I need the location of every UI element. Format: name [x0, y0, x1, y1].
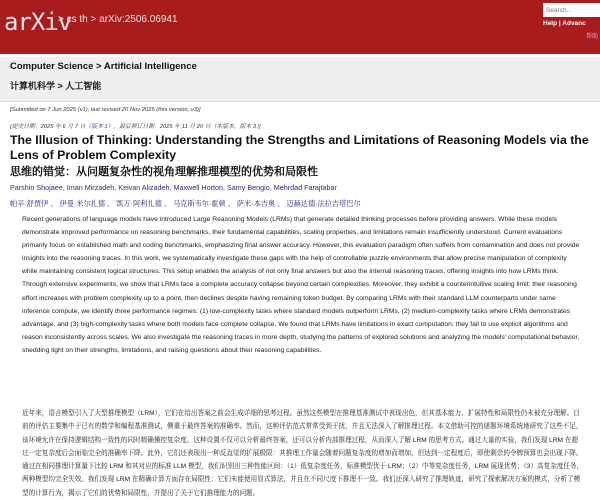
author-link[interactable]: Maxwell Horton — [173, 183, 223, 192]
author-list-zh — [10, 199, 361, 209]
category-breadcrumb-zh: 计算机科学 > 人工智能 — [10, 81, 102, 91]
author-separator: 、 — [225, 199, 237, 208]
arxiv-logo[interactable]: arXiv — [4, 8, 72, 36]
author-separator: , — [62, 183, 67, 192]
author-separator: 、 — [48, 199, 60, 208]
author-link[interactable]: Iman Mirzadeh — [66, 183, 115, 192]
author-link[interactable]: 伊曼·米尔扎德 — [59, 199, 106, 208]
author-separator: , — [114, 183, 119, 192]
author-link[interactable]: Keivan Alizadeh — [118, 183, 170, 192]
author-separator: 、 — [105, 199, 117, 208]
search-input[interactable] — [543, 3, 600, 17]
version-1-link[interactable]: 版本 1 — [91, 124, 108, 130]
abstract-zh: 近年来，语言模型引入了大型推理模型（LRM），它们在给出答案之前会生成详细的思考过程。虽然这些模型在推理基准测试中表现出色，但其基本能力、扩展特性和局限性仍未被充分理解。目前的评估主要集中于已有的数学和编程基准测试，侧重于最终答案的准确率。然而，这种评估范式常常受到干扰，并且无法深入了解推理过程。本文借助可控的谜题环境系统地研究了这些不足，该环境允许在保持逻辑结构一致性的同时精确操控复杂度。这种设置不仅可以分析最终答案，还可以分析内部推理过程，从而深入了解 LRM 的思考方式。通过大量的实验，我们发现 LRM 在超过一定复杂度后会面临完全的准确率下降。此外，它们还表现出一种反直觉的扩展极限：其推理工作量会随着问题复杂度的增加而增加，但达到一定程度后，即使剩余的令牌预算也会出现下降。通过在相同推理计算量下比较 LRM 和其对应的标准 LLM 模型，我们识别出三种性能区间：（1）低复杂度任务，标准模型优于 LRM；（2）中等复杂度任务，LRM 展现优势；（3）高复杂度任务，两种模型均完全失效。我们发现 LRM 在精确计算方面存在局限性：它们未能使用显式算法，并且在不同尺度下推理不一致。我们还深入研究了推理轨迹，研究了探索解决方案的模式，分析了模型的计算行为，揭示了它们的优势和局限性，并提出了关于它们推理能力的问题。 — [22, 410, 584, 497]
paper-title: The Illusion of Thinking: Understanding the Strengths and Limitations of Reasoning Models via the Lens of Problem Complexity — [10, 133, 589, 162]
author-link[interactable]: Mehrdad Farajtabar — [273, 183, 337, 192]
author-link[interactable]: 迈赫达德·法拉吉塔巴尔 — [286, 199, 361, 208]
author-link[interactable]: 萨米·本吉奥 — [236, 199, 276, 208]
author-link[interactable]: 马克斯韦尔·霍顿 — [172, 199, 226, 208]
author-separator: , — [269, 183, 274, 192]
header-breadcrumb[interactable]: > cs th > arXiv:2506.06941 — [58, 14, 178, 25]
paper-title-zh: 思维的错觉：从问题复杂性的视角理解推理模型的优势和局限性 — [10, 166, 318, 178]
site-header — [0, 0, 600, 54]
abstract: Recent generations of language models have introduced Large Reasoning Models (LRMs) that generate detailed thinking processes before providing answers. While these models demonstrate improved performance on reasoning benchmarks, their fundamental capabilities, scaling properties, and limitations remain insufficiently understood. Current evaluations primarily focus on established math and coding benchmarks, emphasizing final answer accuracy. However, this evaluation paradigm often suffers from contamination and does not provide insights into the reasoning traces. In this work, we systematically investigate these gaps with the help of controllable puzzle environments that allow precise manipulation of complexity while maintaining consistent logical structures. This setup enables the analysis of not only final answers but also the internal reasoning traces, offering insights into how LRMs think. Through extensive experiments, we show that LRMs face a complete accuracy collapse beyond certain complexities. Moreover, they exhibit a counterintuitive scaling limit: their reasoning effort increases with problem complexity up to a point, then declines despite having remaining token budget. By comparing LRMs with their standard LLM counterparts under same inference compute, we identify three performance regimes: (1) low-complexity tasks where standard models outperform LRMs, (2) medium-complexity tasks where LRMs demonstrates advantage, and (3) high-complexity tasks where both models face complete collapse. We found that LRMs have limitations in exact computation: they fail to use explicit algorithms and reason inconsistently across scales. We also investigate the reasoning traces in more depth, studying the patterns of explored solutions and analyzing the models' computational behavior, shedding light on their strengths, limitations, and raising questions about their reasoning capabilities. — [22, 216, 580, 354]
author-separator: 、 — [275, 199, 287, 208]
author-separator: 、 — [161, 199, 173, 208]
help-link-zh[interactable]: 帮助 — [586, 34, 599, 40]
author-list — [10, 183, 337, 192]
author-link[interactable]: Samy Bengio — [226, 183, 270, 192]
submission-info-zh — [10, 121, 261, 130]
author-separator: , — [169, 183, 174, 192]
submission-suffix: ），最后修订日期：2025 年 11 月 20 日（本版本，版本 3）] — [107, 124, 261, 130]
author-separator: , — [222, 183, 227, 192]
author-link[interactable]: 凯万·阿利扎德 — [116, 199, 162, 208]
author-link[interactable]: Parshin Shojaee — [10, 183, 63, 192]
submission-info: [Submitted on 7 Jun 2025 (v1), last revised 20 Nov 2025 (this version, v3)] — [10, 107, 201, 113]
author-link[interactable]: 帕辛·舒贾伊 — [10, 199, 49, 208]
submission-prefix: [提交日期：2025 年 6 月 7 日（ — [10, 124, 92, 130]
help-advanced-links[interactable]: Help | Advanc — [543, 20, 586, 27]
category-breadcrumb: Computer Science > Artificial Intelligence — [10, 61, 197, 72]
